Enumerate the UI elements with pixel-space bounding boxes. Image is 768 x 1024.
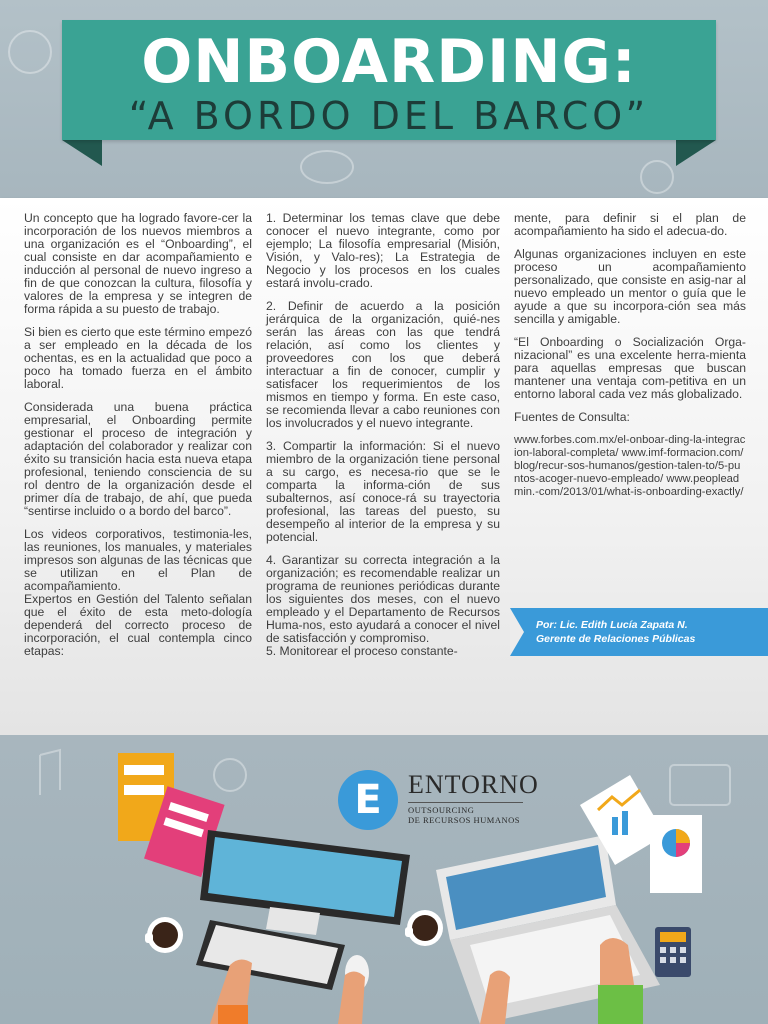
article-panel <box>0 198 768 735</box>
logo-tagline-line-1: OUTSOURCING <box>408 805 475 815</box>
logo-tagline-line-2: DE RECURSOS HUMANOS <box>408 815 520 825</box>
book-doodle-icon <box>670 765 730 805</box>
author-name: Por: Lic. Edith Lucía Zapata N. <box>536 619 688 631</box>
author-box <box>510 608 768 656</box>
coffee-cup-icon <box>405 910 443 946</box>
paragraph: Considerada una buena práctica empresarial, el Onboarding permite gestionar el proceso de integración y adaptación del colaborador y realizar con éxito su transición hacia esta nueva etapa profesional, teniendo consciencia de su rol dentro de la organización desde el primer día de trabajo, de ahí, que pueda “sentirse incluido o a bordo del barco”. <box>24 400 252 518</box>
paragraph: 3. Compartir la información: Si el nuevo miembro de la organización tiene personal a su cargo, es necesa-rio que se le comparta la informa-ción de sus subalternos, así conoce-rá su trayectoria profesional, las tareas del puesto, su desempeño al interior de la empresa y su potencial. <box>266 439 500 544</box>
paragraph: Algunas organizaciones incluyen en este proceso un acompañamiento personalizado, que consiste en asig-nar al nuevo empleado un mentor o guía que le ayude a que su incorpora-ción sea más sencilla y amigable. <box>514 247 746 326</box>
paragraph: Si bien es cierto que este término empezó a ser empleado en la década de los ochentas, es en la actualidad que poco a poco ha tomado fuerza en el ámbito laboral. <box>24 325 252 391</box>
paragraph: Los videos corporativos, testimonia-les, las reuniones, los manuales, y materiales impresos son algunas de las técnicas que se utilizan en el Plan de acompañamiento. <box>24 527 252 593</box>
sources-heading: Fuentes de Consulta: <box>514 410 630 424</box>
paragraph: Un concepto que ha logrado favore-cer la incorporación de los nuevos miembros a una organización es el “Onboarding”, el cual consiste en dar acompañamiento e inducción al personal de nuevo ingreso a fin de que conozcan la cultura, filosofía y valores de la empresa y se integren de forma rápida a su puesto de trabajo. <box>24 211 252 316</box>
coffee-cup-icon <box>145 917 183 953</box>
article-column-1 <box>24 212 252 668</box>
banner-fold-right <box>676 140 716 166</box>
paragraph: mente, para definir si el plan de acompañamiento ha sido el adecua-do. <box>514 211 746 238</box>
entorno-logo-tagline <box>408 805 520 825</box>
title-banner <box>62 20 716 140</box>
cloud-doodle-icon <box>300 150 354 184</box>
circle-doodle-icon <box>640 160 674 194</box>
calculator-icon <box>655 927 691 977</box>
page-subtitle: “A BORDO DEL BARCO” <box>128 94 650 138</box>
entorno-logo-name: ENTORNO <box>408 770 539 799</box>
paragraph: 5. Monitorear el proceso constante- <box>266 644 458 658</box>
paragraph: Expertos en Gestión del Talento señalan que el éxito de esta meto-dología dependerá del correcto proceso de incorporación, el cual contempla cinco etapas: <box>24 592 252 658</box>
paragraph: 1. Determinar los temas clave que debe conocer el nuevo integrante, como por ejemplo; La filosofía empresarial (Misión, Visión, y Valo-res); La Estrategia de Negocio y los procesos en los cuales estará involu-crado. <box>266 211 500 290</box>
monitor-icon <box>200 830 410 935</box>
paragraph: “El Onboarding o Socialización Orga-nizacional” es una excelente herra-mienta para aquellas empresas que buscan mantener una ventaja com-petitiva en un entorno laboral cada vez más globalizado. <box>514 335 746 401</box>
pie-paper-icon <box>650 815 702 893</box>
page-title: ONBOARDING: <box>141 27 637 97</box>
author-box-notch <box>510 608 524 656</box>
paragraph: 4. Garantizar su correcta integración a la organización; es recomendable realizar un programa de reuniones periódicas durante los siguientes dos meses, con el nuevo empleado y el Departamento de Recursos Huma-nos, esto ayudará a conocer el nivel de satisfacción y compromiso. <box>266 553 500 645</box>
lightbulb-doodle-icon <box>8 30 52 74</box>
logo-divider <box>408 802 523 803</box>
article-column-2 <box>266 212 500 668</box>
article-column-3 <box>514 212 746 509</box>
bulb-doodle-icon <box>214 759 246 791</box>
paragraph: 2. Definir de acuerdo a la posición jerárquica de la organización, quié-nes serán las áreas con las que tendrá relación, así como los clientes y proveedores con los que deberá interactuar a fin de conocer, cumplir y satisfacer los requerimientos de los mismos en tiempo y forma. En este caso, se recomienda llevar a cabo reuniones con los involucrados y el nuevo integrante. <box>266 299 500 430</box>
keyboard-icon <box>196 920 345 990</box>
author-role: Gerente de Relaciones Públicas <box>536 633 696 645</box>
entorno-logo-mark: E <box>338 770 398 830</box>
banner-fold-left <box>62 140 102 166</box>
sources-links: www.forbes.com.mx/el-onboar-ding-la-integracion-laboral-completa/ www.imf-formacion.com/blog/recur-sos-humanos/gestion-talen-to/5-puntos-acoger-nuevo-empleado/ www.peopleadmin.-com/2013/01/what-is-onboarding-exactly/ <box>514 434 746 498</box>
music-note-doodle-icon <box>40 750 60 795</box>
